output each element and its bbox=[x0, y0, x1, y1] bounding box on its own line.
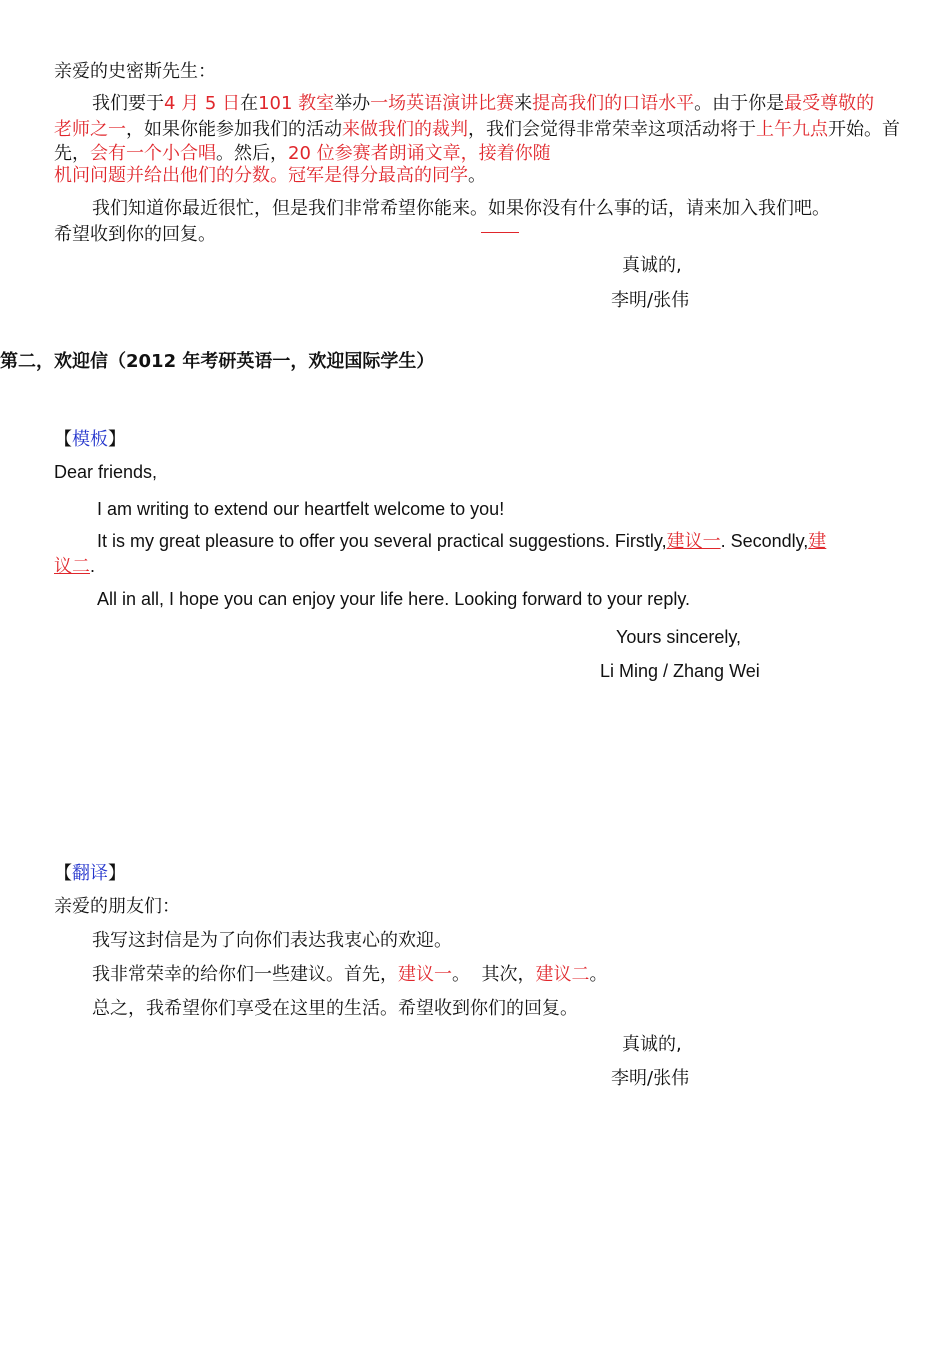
letter1-para1-line2 bbox=[54, 119, 900, 141]
text-run: ，如果你能参加我们的活动 bbox=[126, 119, 342, 140]
template-para2-line2 bbox=[54, 556, 95, 578]
template-para1: I am writing to extend our heartfelt welcome to you! bbox=[97, 499, 505, 519]
text-run: 先， bbox=[54, 143, 90, 164]
letter1-para1-line1 bbox=[92, 93, 874, 115]
letter1-signature: 李明/张伟 bbox=[611, 290, 690, 311]
highlight-place: 101 教室 bbox=[258, 93, 335, 114]
translation-label bbox=[54, 863, 126, 885]
text-run: 。 bbox=[589, 964, 608, 985]
red-underline-mark bbox=[481, 232, 519, 233]
highlight-activity: 20 位参赛者朗诵文章，接着你随 bbox=[288, 143, 551, 164]
text-run: 来 bbox=[514, 93, 533, 114]
highlight-date: 4 月 5 日 bbox=[164, 93, 241, 114]
letter1-para2-line1: 我们知道你最近很忙，但是我们非常希望你能来。如果你没有什么事的话，请来加入我们吧。 bbox=[92, 198, 830, 219]
letter1-closing: 真诚的, bbox=[622, 255, 682, 276]
highlight-reason: 老师之一 bbox=[54, 119, 126, 140]
placeholder-suggestion-1: 建议一 bbox=[398, 964, 452, 985]
text-run: 。然后， bbox=[216, 143, 288, 164]
section2-heading: 第二，欢迎信（2012 年考研英语一，欢迎国际学生） bbox=[0, 351, 435, 372]
text-run: 开始。首 bbox=[828, 119, 900, 140]
text-run: 举办 bbox=[334, 93, 371, 114]
translation-para2 bbox=[92, 964, 607, 986]
placeholder-suggestion-2: 议二 bbox=[54, 556, 90, 576]
letter1-para1-line3 bbox=[54, 143, 551, 165]
translation-signature: 李明/张伟 bbox=[611, 1068, 690, 1089]
template-closing: Yours sincerely, bbox=[616, 627, 742, 647]
translation-salutation: 亲爱的朋友们： bbox=[54, 896, 180, 917]
highlight-activity: 会有一个小合唱 bbox=[90, 143, 216, 164]
highlight-purpose: 提高我们的口语水平 bbox=[532, 93, 695, 114]
text-run: 。 bbox=[468, 165, 486, 186]
text-run: 。 其次， bbox=[452, 964, 536, 985]
highlight-reason: 最受尊敬的 bbox=[784, 93, 875, 114]
template-signature: Li Ming / Zhang Wei bbox=[600, 661, 760, 681]
template-para2-line1 bbox=[97, 531, 826, 553]
letter1-para2-line2: 希望收到你的回复。 bbox=[54, 224, 216, 245]
template-salutation: Dear friends, bbox=[54, 462, 158, 482]
bracket-close: 】 bbox=[108, 863, 126, 884]
placeholder-suggestion-2: 建 bbox=[808, 531, 827, 551]
placeholder-suggestion-2: 建议二 bbox=[535, 964, 590, 985]
text-run: ，我们会觉得非常荣幸这项活动将于 bbox=[468, 119, 756, 140]
highlight-activity: 机问问题并给出他们的分数。冠军是得分最高的同学 bbox=[54, 165, 468, 186]
translation-para3: 总之，我希望你们享受在这里的生活。希望收到你们的回复。 bbox=[92, 998, 578, 1019]
text-run: 在 bbox=[240, 93, 259, 114]
text-run: 。由于你是 bbox=[694, 93, 785, 114]
highlight-time: 上午九点 bbox=[756, 119, 828, 140]
text-run: It is my great pleasure to offer you several practical suggestions. Firstly, bbox=[97, 531, 667, 551]
translation-closing: 真诚的, bbox=[622, 1034, 682, 1055]
highlight-event: 一场英语演讲比赛 bbox=[370, 93, 515, 114]
bracket-open: 【 bbox=[54, 863, 72, 884]
template-label bbox=[54, 429, 126, 451]
highlight-role: 来做我们的裁判 bbox=[342, 119, 468, 140]
text-run: 我们要于 bbox=[92, 93, 164, 114]
translation-para1: 我写这封信是为了向你们表达我衷心的欢迎。 bbox=[92, 930, 452, 951]
translation-label-text: 翻译 bbox=[72, 863, 108, 884]
letter1-para1-line4 bbox=[54, 165, 486, 187]
placeholder-suggestion-1: 建议一 bbox=[666, 531, 721, 551]
text-run: . bbox=[90, 556, 96, 576]
text-run: 我非常荣幸的给你们一些建议。首先， bbox=[92, 964, 398, 985]
template-label-text: 模板 bbox=[72, 429, 108, 450]
text-run: . Secondly, bbox=[720, 531, 809, 551]
bracket-close: 】 bbox=[108, 429, 126, 450]
letter1-salutation: 亲爱的史密斯先生： bbox=[54, 61, 216, 82]
bracket-open: 【 bbox=[54, 429, 72, 450]
template-para3: All in all, I hope you can enjoy your life here. Looking forward to your reply. bbox=[97, 589, 690, 609]
